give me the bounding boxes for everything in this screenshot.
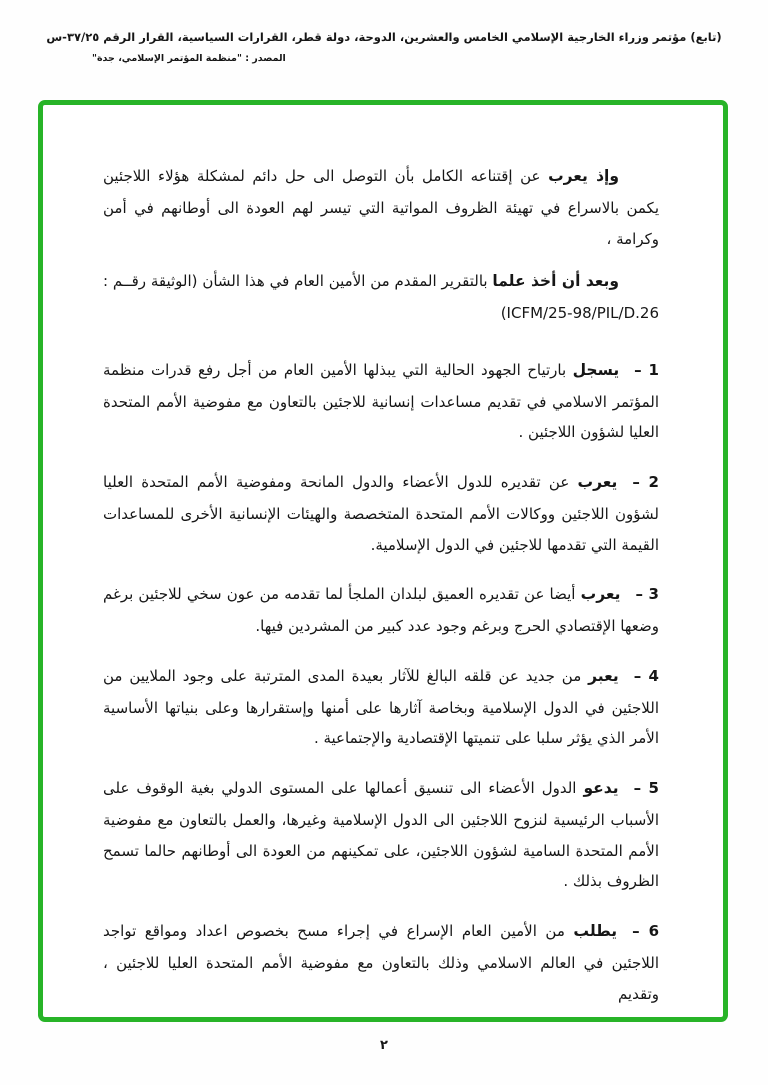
- page-number: ٢: [380, 1038, 388, 1053]
- item-marker: 1 –: [634, 360, 659, 379]
- item-lead: يسجل: [572, 360, 620, 379]
- item-lead: يعرب: [580, 585, 621, 604]
- item-marker: 2 –: [632, 473, 659, 492]
- resolution-item-1: [103, 355, 659, 448]
- paragraph-text: بالتقرير المقدم من الأمين العام في هذا الشأن (الوثيقة رقــم : ICFM/25-98/PIL/D.26): [103, 272, 659, 323]
- header-title: (تابع) مؤتمر وزراء الخارجية الإسلامي الخامس والعشرين، الدوحة، دولة قطر، القرارات السياسية، القرار الرقم ٣٧/٢٥-س: [46, 30, 722, 44]
- item-marker: 5 –: [633, 779, 659, 798]
- paragraph-lead: وإذ يعرب: [548, 167, 619, 185]
- item-lead: يعبر: [588, 666, 619, 685]
- opening-paragraph: [103, 161, 659, 254]
- item-text: بارتياح الجهود الحالية التي يبذلها الأمين العام من أجل رفع قدرات منظمة المؤتمر الاسلامي في تقديم مساعدات إنسانية للاجئين بالتعاون مع مفوضية الأمم المتحدة العليا لشؤون اللاجئين .: [103, 360, 659, 442]
- paragraph-text: عن إقتناعه الكامل بأن التوصل الى حل دائم لمشكلة هؤلاء اللاجئين يكمن بالاسراع في تهيئة الظروف المواتية التي تيسر لهم العودة الى أوطانهم في أمن وكرامة ،: [103, 167, 659, 248]
- resolution-item-4: [103, 661, 659, 754]
- item-text: من الأمين العام الإسراع في إجراء مسح بخصوص اعداد ومواقع تواجد اللاجئين في العالم الاسلامي وذلك بالتعاون مع مفوضية الأمم المتحدة العليا للاجئين ، وتقديم: [103, 922, 659, 1003]
- resolution-item-2: [103, 467, 659, 560]
- item-lead: يعرب: [577, 473, 618, 492]
- paragraph-lead: وبعد أن أخذ علما: [492, 272, 619, 291]
- item-marker: 6 –: [632, 922, 659, 941]
- resolution-item-5: [103, 773, 659, 897]
- resolution-item-6: [103, 916, 659, 1009]
- item-text: من جديد عن قلقه البالغ للآثار بعيدة المدى المترتبة على وجود الملايين من اللاجئين في الدول الإسلامية وبخاصة آثارها على أمنها وإستقرارها وعلى بنياتها الأساسية الأمر الذي يؤثر سلبا على تنميتها الإقتصادية والإجتماعية .: [103, 666, 659, 748]
- document-header: [0, 30, 768, 64]
- item-marker: 3 –: [635, 585, 659, 604]
- resolution-item-3: [103, 579, 659, 642]
- resolution-items: [103, 355, 659, 1010]
- item-text: عن تقديره للدول الأعضاء والدول المانحة ومفوضية الأمم المتحدة العليا لشؤون اللاجئين ووكالات الأمم المتحدة المتخصصة والهيئات الإنسانية الأخرى للمساعدات القيمة التي تقدمها للاجئين في الدول الإسلامية.: [103, 473, 659, 554]
- item-text: الدول الأعضاء الى تنسيق أعمالها على المستوى الدولي بغية الوقوف على الأسباب الرئيسية لنزوح اللاجئين الى الدول الإسلامية وغيرها، والعمل بالتعاون مع مفوضية الأمم المتحدة السامية لشؤون اللاجئين، على تمكينهم من العودة الى أوطانهم حالما تسمح الظروف بذلك .: [103, 779, 659, 891]
- header-source: المصدر : "منظمة المؤتمر الإسلامي، جدة": [92, 53, 286, 64]
- item-marker: 4 –: [633, 666, 659, 685]
- report-paragraph: [103, 266, 659, 329]
- item-text: أيضا عن تقديره العميق لبلدان الملجأ لما تقدمه من عون سخي للاجئين برغم وضعها الإقتصادي الحرج وبرغم وجود عدد كبير من المشردين فيها.: [103, 585, 659, 636]
- item-lead: يطلب: [573, 922, 618, 941]
- item-lead: يدعو: [583, 779, 619, 798]
- content-frame: [38, 100, 728, 1022]
